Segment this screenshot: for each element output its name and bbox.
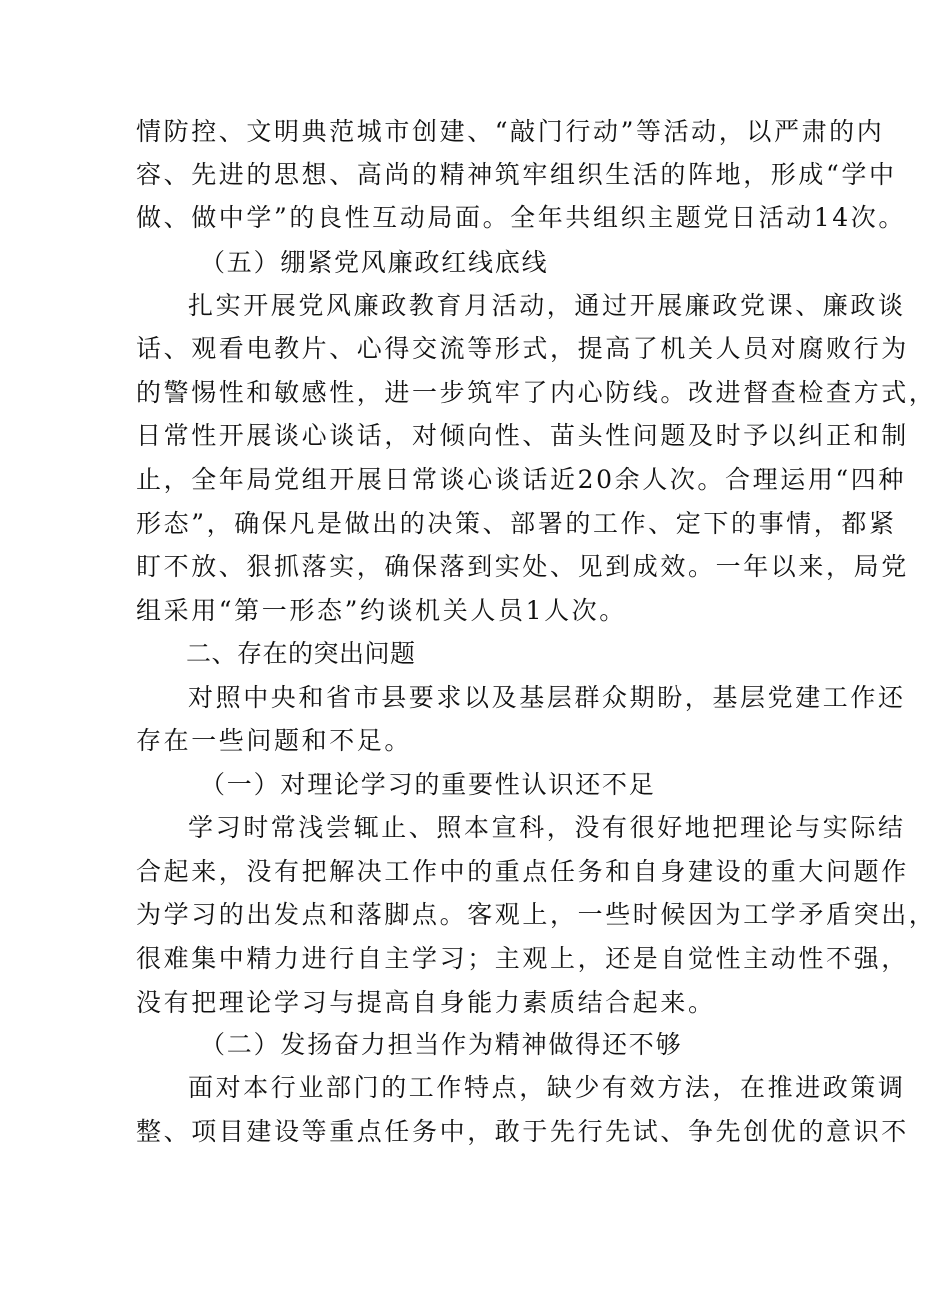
body-text-line: 形态”，确保凡是做出的决策、部署的工作、定下的事情，都紧 xyxy=(136,509,897,538)
section-subheading: （二）发扬奋力担当作为精神做得还不够 xyxy=(200,1030,683,1059)
body-text-line: 止，全年局党组开展日常谈心谈话近20余人次。合理运用“四种 xyxy=(136,465,906,494)
body-text-line: 组采用“第一形态”约谈机关人员1人次。 xyxy=(136,596,627,625)
body-text-line: 容、先进的思想、高尚的精神筑牢组织生活的阵地，形成“学中 xyxy=(136,160,897,189)
section-heading: 二、存在的突出问题 xyxy=(186,639,416,668)
body-text-line: 扎实开展党风廉政教育月活动，通过开展廉政党课、廉政谈 xyxy=(188,291,906,320)
body-text-line: 的警惕性和敏感性，进一步筑牢了内心防线。改进督查检查方式， xyxy=(136,378,936,407)
body-text-line: 为学习的出发点和落脚点。客观上，一些时候因为工学矛盾突出， xyxy=(136,900,936,929)
body-text-line: 面对本行业部门的工作特点，缺少有效方法，在推进政策调 xyxy=(188,1073,906,1102)
body-text-line: 存在一些问题和不足。 xyxy=(136,726,413,755)
body-text-line: 话、观看电教片、心得交流等形式，提高了机关人员对腐败行为 xyxy=(136,334,909,363)
body-text-line: 做、做中学”的良性互动局面。全年共组织主题党日活动14次。 xyxy=(136,203,906,232)
body-text-line: 日常性开展谈心谈话，对倾向性、苗头性问题及时予以纠正和制 xyxy=(136,421,909,450)
body-text-line: 没有把理论学习与提高自身能力素质结合起来。 xyxy=(136,988,716,1017)
body-text-line: 整、项目建设等重点任务中，敢于先行先试、争先创优的意识不 xyxy=(136,1117,909,1146)
body-text-line: 学习时常浅尝辄止、照本宣科，没有很好地把理论与实际结 xyxy=(188,813,906,842)
body-text-line: 合起来，没有把解决工作中的重点任务和自身建设的重大问题作 xyxy=(136,857,909,886)
section-subheading: （五）绷紧党风廉政红线底线 xyxy=(200,248,549,277)
body-text-line: 对照中央和省市县要求以及基层群众期盼，基层党建工作还 xyxy=(188,683,906,712)
body-text-line: 盯不放、狠抓落实，确保落到实处、见到成效。一年以来，局党 xyxy=(136,552,909,581)
body-text-line: 情防控、文明典范城市创建、“敲门行动”等活动，以严肃的内 xyxy=(136,117,885,146)
section-subheading: （一）对理论学习的重要性认识还不足 xyxy=(200,770,656,799)
body-text-line: 很难集中精力进行自主学习；主观上，还是自觉性主动性不强， xyxy=(136,944,909,973)
